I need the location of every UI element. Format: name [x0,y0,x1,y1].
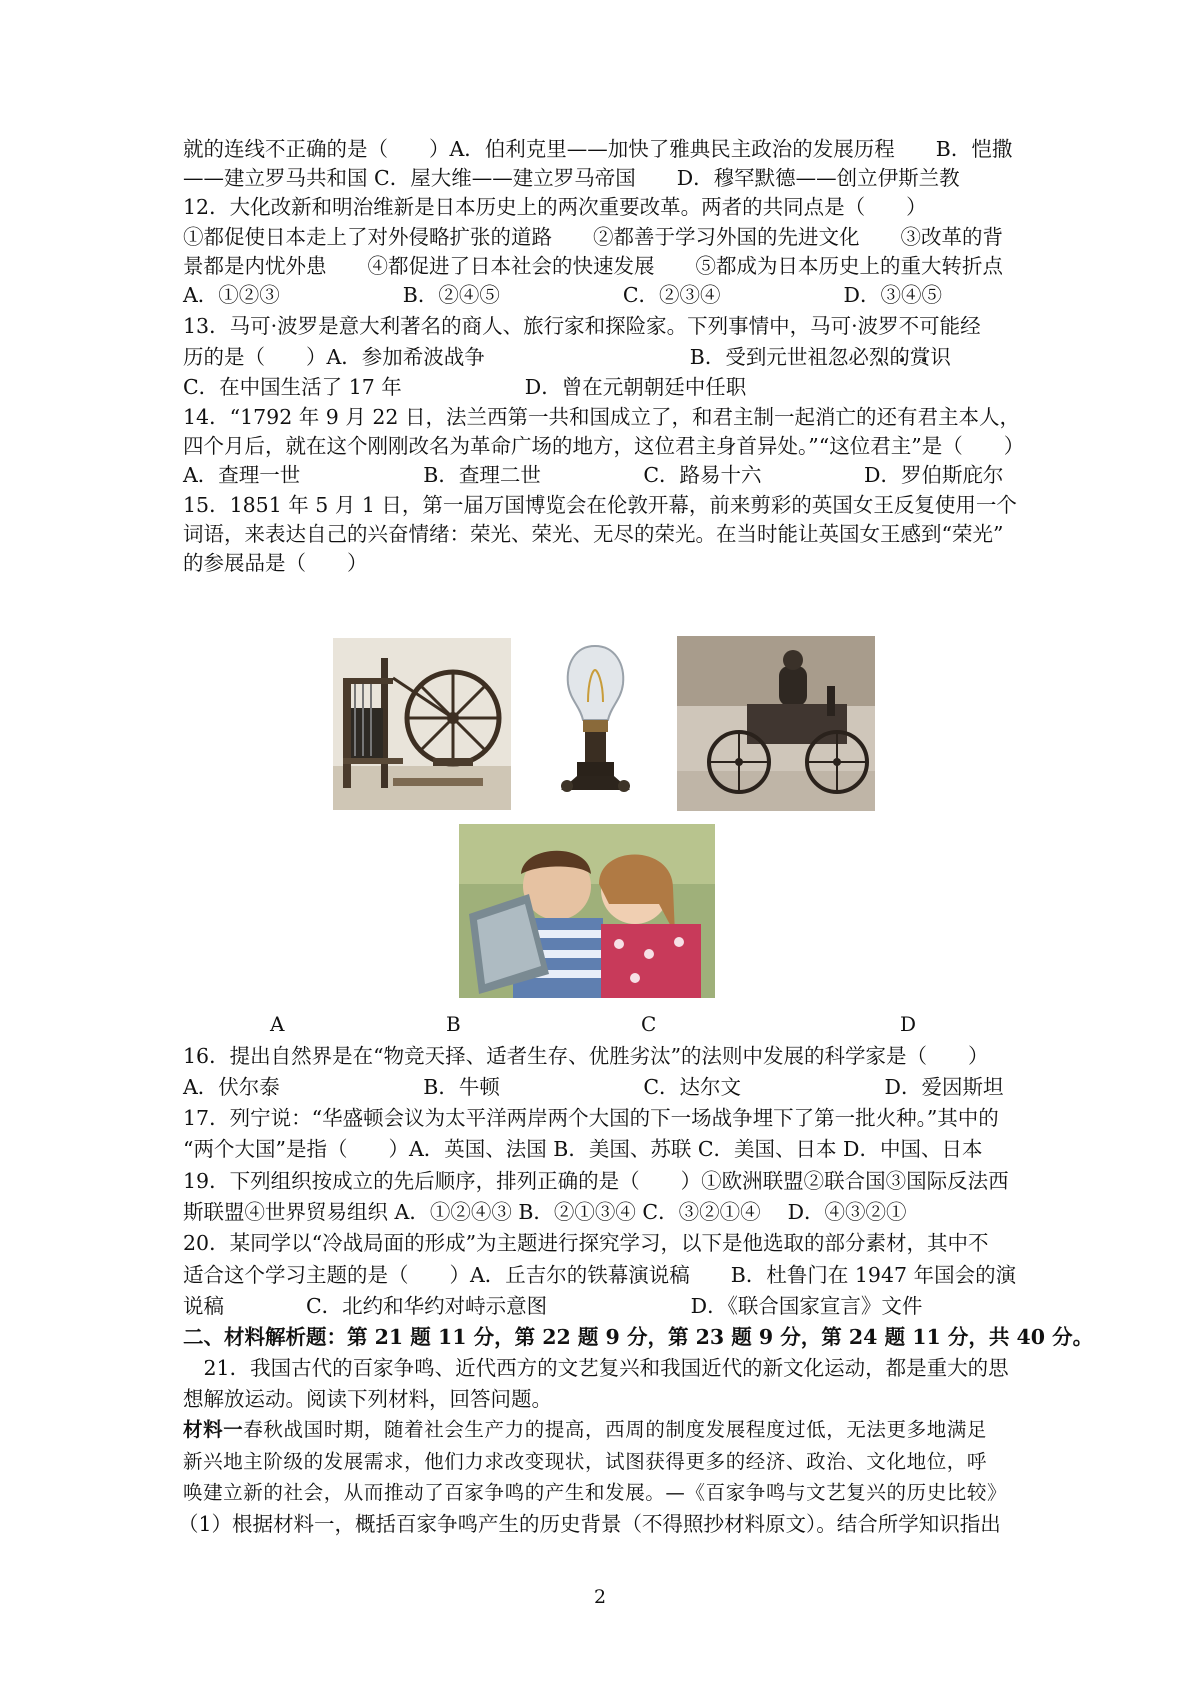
text-line: “两个大国”是指（ ）A．英国、法国 B．美国、苏联 C．美国、日本 D．中国、日本 [183,1137,983,1161]
question-17: 17．列宁说：“华盛顿会议为太平洋两岸两个大国的下一场战争埋下了第一批火种。”其中的 [183,1106,999,1130]
image-label-a: A [270,1012,285,1036]
image-label-b: B [446,1012,461,1036]
text-line: 斯联盟④世界贸易组织 A．①②④③ B．②①③④ C．③②①④ D．④③②① [183,1200,907,1224]
text-line: 四个月后，就在这个刚刚改名为革命广场的地方，这位君主身首异处。”“这位君主”是（ ） [183,434,1025,458]
spinning-machine-image [333,638,511,810]
options-12: A．①②③ B．②④⑤ C．②③④ D．③④⑤ [183,283,942,307]
text-line: ①都促使日本走上了对外侵略扩张的道路 ②都善于学习外国的先进文化 ③改革的背 [183,225,1003,249]
early-automobile-image [677,636,875,811]
section-heading: 二、材料解析题：第 21 题 11 分，第 22 题 9 分，第 23 题 9 分，第 24 题 11 分，共 40 分。 [183,1325,1094,1349]
material-label: 材料一 [183,1418,244,1441]
light-bulb-image [553,640,638,805]
question-21: 21．我国古代的百家争鸣、近代西方的文艺复兴和我国近代的新文化运动，都是重大的思 [183,1356,1009,1380]
material-line [183,1414,1023,1446]
text-line: ——建立罗马共和国 C．屋大维——建立罗马帝国 D．穆罕默德——创立伊斯兰教 [183,166,960,190]
material-text: 春秋战国时期，随着社会生产力的提高，西周的制度发展程度过低，无法更多地满足 [243,1418,988,1441]
image-label-d: D [900,1012,917,1036]
question-15: 15．1851 年 5 月 1 日，第一届万国博览会在伦敦开幕，前来剪彩的英国女王反复使用一个 [183,493,1017,517]
question-21-sub: （1）根据材料一，概括百家争鸣产生的历史背景（不得照抄材料原文）。结合所学知识指出 [178,1512,1001,1536]
text-line: C．在中国生活了 17 年 D．曾在元朝朝廷中任职 [183,375,747,399]
children-computer-image [459,824,715,998]
options-16: A．伏尔泰 B．牛顿 C．达尔文 D．爱因斯坦 [183,1075,1004,1099]
question-12: 12．大化改新和明治维新是日本历史上的两次重要改革。两者的共同点是（ ） [183,195,927,219]
options-14: A．查理一世 B．查理二世 C．路易十六 D．罗伯斯庇尔 [183,463,1004,487]
text-line: 说稿 C．北约和华约对峙示意图 D．《联合国家宣言》文件 [183,1294,923,1318]
question-13: 13．马可·波罗是意大利著名的商人、旅行家和探险家。下列事情中，马可·波罗不可能经 [183,314,981,338]
text-line: 想解放运动。阅读下列材料，回答问题。 [183,1387,552,1411]
text-line: 词语，来表达自己的兴奋情绪：荣光、荣光、无尽的荣光。在当时能让英国女王感到“荣光” [183,522,1004,546]
image-label-c: C [641,1012,657,1036]
material-line: 新兴地主阶级的发展需求，他们力求改变现状，试图获得更多的经济、政治、文化地位，呼 [183,1450,988,1473]
question-14: 14．“1792 年 9 月 22 日，法兰西第一共和国成立了，和君主制一起消亡的还有君主本人， [183,405,1020,429]
question-16: 16．提出自然界是在“物竞天择、适者生存、优胜劣汰”的法则中发展的科学家是（ ） [183,1044,989,1068]
page-number: 2 [593,1586,607,1608]
text-line: 适合这个学习主题的是（ ）A．丘吉尔的铁幕演说稿 B．杜鲁门在 1947 年国会的演 [183,1263,1017,1287]
question-20: 20．某同学以“冷战局面的形成”为主题进行探究学习，以下是他选取的部分素材，其中不 [183,1231,989,1255]
text-line: 景都是内忧外患 ④都促进了日本社会的快速发展 ⑤都成为日本历史上的重大转折点 [183,254,1003,278]
text-line: 历的是（ ）A．参加希波战争 B．受到元世祖忽必烈的赏识 [183,345,951,369]
text-line: 就的连线不正确的是（ ）A．伯利克里——加快了雅典民主政治的发展历程 B．恺撒 [183,137,1013,161]
text-line: 的参展品是（ ） [183,551,368,575]
question-19: 19．下列组织按成立的先后顺序，排列正确的是（ ）①欧洲联盟②联合国③国际反法西 [183,1169,1009,1193]
material-line: 唤建立新的社会，从而推动了百家争鸣的产生和发展。—《百家争鸣与文艺复兴的历史比较》 [183,1481,1008,1504]
